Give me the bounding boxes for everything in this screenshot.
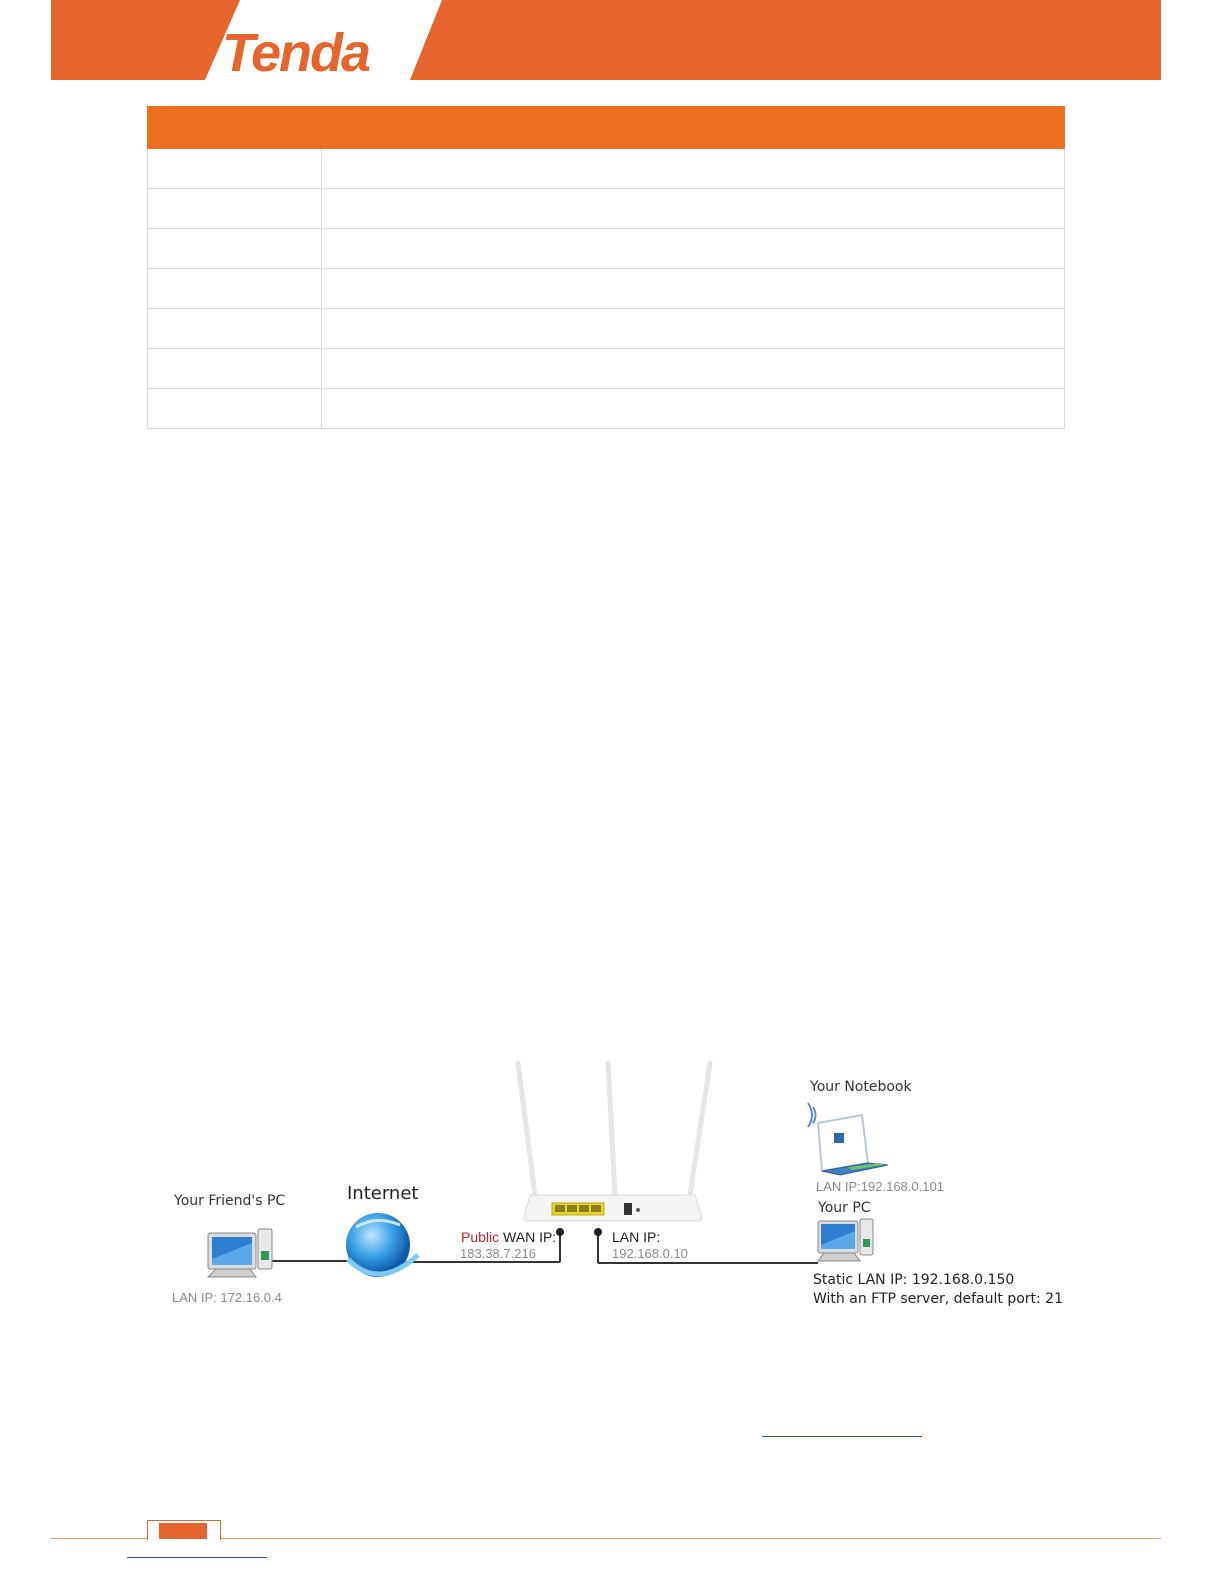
table-cell (148, 349, 322, 389)
wan-ip-value: 183.38.7.216 (460, 1246, 536, 1261)
table-cell (322, 149, 1065, 189)
table-header-cell (148, 107, 322, 149)
table-header-row (148, 107, 1065, 149)
hyperlink-underline[interactable] (762, 1436, 922, 1437)
table-row (148, 389, 1065, 429)
your-pc-icon (818, 1219, 873, 1261)
table-cell (148, 229, 322, 269)
table-header-cell (322, 107, 1065, 149)
table-row (148, 149, 1065, 189)
table-cell (148, 309, 322, 349)
your-pc-ftp: With an FTP server, default port: 21 (813, 1291, 1063, 1307)
table-row (148, 229, 1065, 269)
parameter-table (147, 106, 1065, 429)
lan-ip-label: LAN IP: (612, 1229, 661, 1245)
footer-link-underline[interactable] (127, 1557, 267, 1558)
table-cell (148, 389, 322, 429)
notebook-ip: LAN IP:192.168.0.101 (816, 1179, 944, 1194)
table-cell (148, 149, 322, 189)
table-cell (148, 269, 322, 309)
wan-ip-label (461, 1229, 556, 1245)
table-cell (322, 309, 1065, 349)
table-cell (322, 349, 1065, 389)
friend-pc-title: Your Friend's PC (174, 1193, 286, 1209)
logo-backdrop (0, 0, 1224, 80)
table-row (148, 309, 1065, 349)
page-number-badge (159, 1523, 207, 1539)
wan-label-text: WAN IP: (499, 1229, 557, 1245)
lan-ip-value: 192.168.0.10 (612, 1246, 688, 1261)
wan-port-dot (556, 1228, 564, 1236)
notebook-title: Your Notebook (810, 1079, 912, 1095)
table-cell (322, 229, 1065, 269)
tenda-logo: Tenda (222, 23, 370, 83)
lan-port-dot (594, 1228, 602, 1236)
router-icon (518, 1063, 710, 1221)
table-cell (148, 189, 322, 229)
table-cell (322, 389, 1065, 429)
table-row (148, 189, 1065, 229)
wan-public-text: Public (461, 1229, 500, 1245)
network-diagram (150, 1055, 1070, 1325)
your-pc-title: Your PC (818, 1200, 871, 1216)
internet-globe-icon (346, 1213, 418, 1277)
table-row (148, 269, 1065, 309)
table-row (148, 349, 1065, 389)
friend-pc-ip: LAN IP: 172.16.0.4 (172, 1290, 282, 1305)
your-pc-ip: Static LAN IP: 192.168.0.150 (813, 1272, 1015, 1288)
table-cell (322, 189, 1065, 229)
friend-pc-icon (208, 1229, 272, 1277)
table-cell (322, 269, 1065, 309)
internet-label: Internet (347, 1183, 419, 1204)
notebook-icon (808, 1103, 888, 1175)
